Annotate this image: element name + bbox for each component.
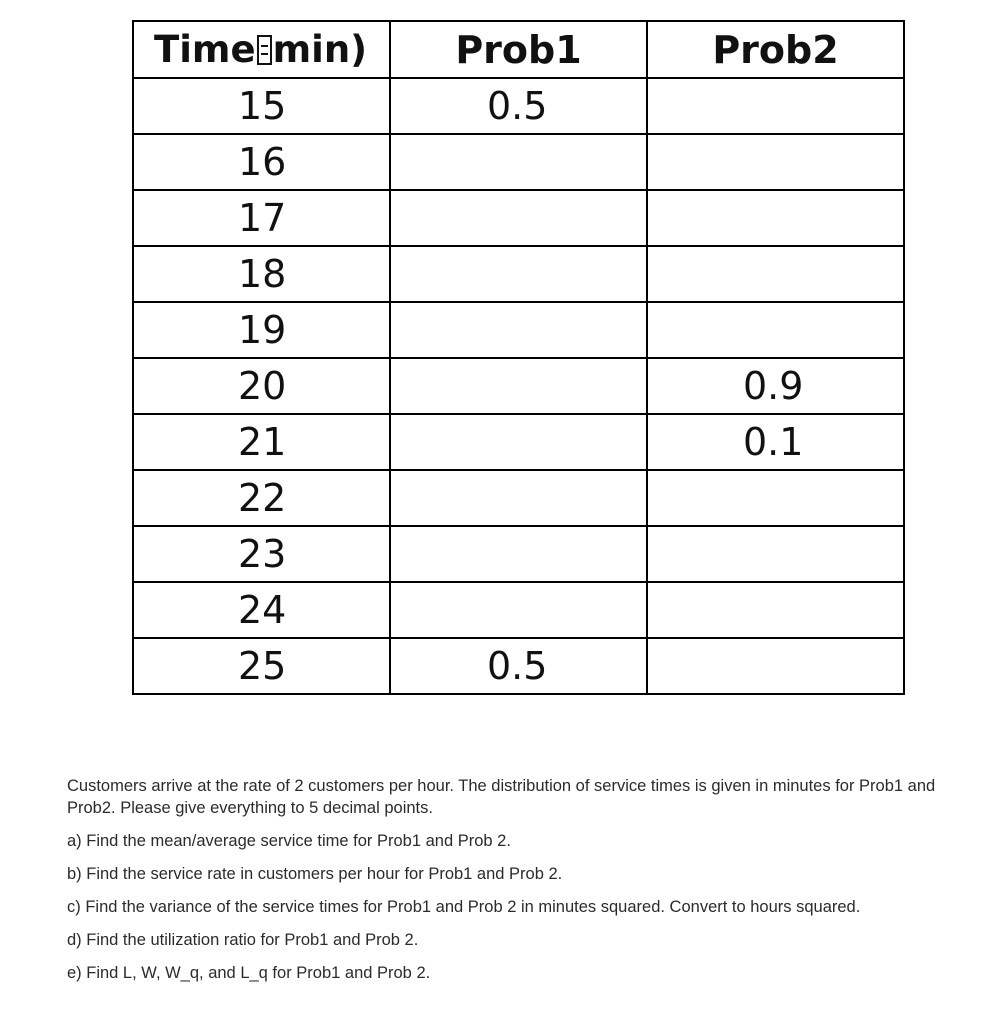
prob1-cell [390, 358, 647, 414]
prob2-cell [647, 134, 904, 190]
table-row [133, 470, 904, 526]
table-row [133, 190, 904, 246]
question-part: e) Find L, W, W_q, and L_q for Prob1 and Prob 2. [67, 964, 431, 982]
prob1-cell: 0.5 [390, 78, 647, 134]
prob2-cell [647, 638, 904, 694]
missing-glyph-icon [257, 35, 272, 65]
time-cell: 22 [133, 470, 390, 526]
time-cell: 19 [133, 302, 390, 358]
table-row [133, 134, 904, 190]
prob1-cell [390, 526, 647, 582]
header-time-unit: min) [272, 28, 368, 71]
question-part: b) Find the service rate in customers per hour for Prob1 and Prob 2. [67, 865, 563, 883]
prob1-cell [390, 582, 647, 638]
header-time [133, 21, 390, 78]
header-time-label: Time [154, 28, 256, 71]
prob1-cell [390, 414, 647, 470]
prob1-cell [390, 246, 647, 302]
prob1-cell: 0.5 [390, 638, 647, 694]
time-cell: 21 [133, 414, 390, 470]
table-row [133, 358, 904, 414]
time-cell: 24 [133, 582, 390, 638]
time-cell: 23 [133, 526, 390, 582]
header-prob1: Prob1 [390, 21, 647, 78]
prob2-cell [647, 526, 904, 582]
prob2-cell [647, 190, 904, 246]
prob2-cell [647, 582, 904, 638]
prob1-cell [390, 190, 647, 246]
question-part: a) Find the mean/average service time for Prob1 and Prob 2. [67, 832, 511, 850]
table-row [133, 302, 904, 358]
time-cell: 18 [133, 246, 390, 302]
question-part: c) Find the variance of the service times for Prob1 and Prob 2 in minutes squared. Convert to hours squared. [67, 898, 861, 916]
prob2-cell: 0.1 [647, 414, 904, 470]
prob2-cell [647, 246, 904, 302]
table-row [133, 582, 904, 638]
prob2-cell [647, 78, 904, 134]
prob2-cell [647, 470, 904, 526]
time-cell: 16 [133, 134, 390, 190]
header-prob2: Prob2 [647, 21, 904, 78]
question-text [67, 775, 947, 995]
table-row [133, 246, 904, 302]
prob1-cell [390, 302, 647, 358]
table-row [133, 638, 904, 694]
table-header-row [133, 21, 904, 78]
service-time-table [132, 20, 905, 695]
time-cell: 17 [133, 190, 390, 246]
table-row [133, 526, 904, 582]
time-cell: 20 [133, 358, 390, 414]
question-parts [67, 830, 947, 984]
prob2-cell [647, 302, 904, 358]
question-intro: Customers arrive at the rate of 2 customers per hour. The distribution of service times is given in minutes for Prob1 and Prob2. Please give everything to 5 decimal points. [67, 777, 936, 817]
question-part: d) Find the utilization ratio for Prob1 and Prob 2. [67, 931, 419, 949]
prob1-cell [390, 134, 647, 190]
prob2-cell: 0.9 [647, 358, 904, 414]
table-row [133, 78, 904, 134]
prob1-cell [390, 470, 647, 526]
table-row [133, 414, 904, 470]
time-cell: 15 [133, 78, 390, 134]
time-cell: 25 [133, 638, 390, 694]
table-body [133, 78, 904, 694]
